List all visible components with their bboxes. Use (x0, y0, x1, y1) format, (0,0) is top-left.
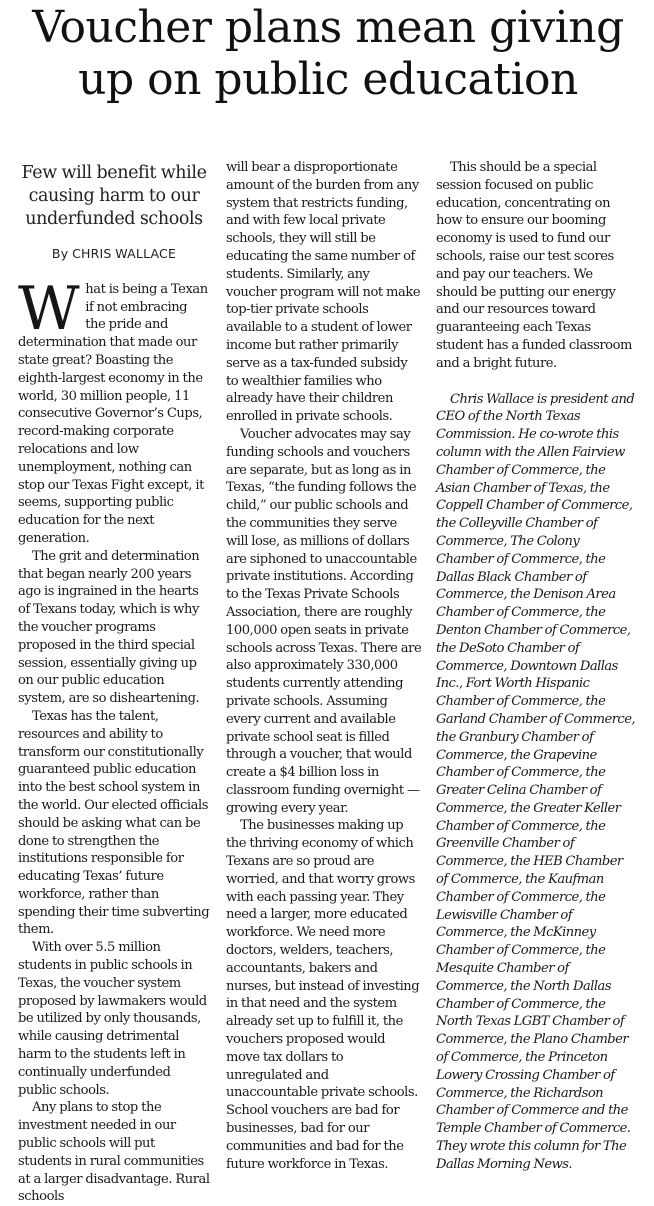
first-paragraph-text: hat is being a Texan if not embracing the pride and determination that made our state great? Boasting the eighth-largest economy in the world, 30 million people, 11 consecutive Governor’s Cups, record-making corporate relocations and low unemployment, nothing can stop our Texas Fight except, it seems, supporting public education for the next generation. (18, 281, 208, 546)
paragraph: The businesses making up the thriving economy of which Texans are so proud are worried, and that worry grows with each passing year. They need a larger, more educated workforce. We need more doctors, welders, teachers, accountants, bakers and nurses, but instead of investing in that need and the system already set up to fulfill it, the vouchers proposed would move tax dollars to unregulated and unaccountable private schools. School vouchers are bad for businesses, bad for our communities and bad for the future workforce in Texas. (226, 818, 420, 1172)
paragraph: Voucher advocates may say funding schools and vouchers are separate, but as long as in Texas, “the funding follows the child,” our public schools and the communities they serve will lose, as millions of dollars are siphoned to unaccountable private institutions. According to the Texas Private Schools Association, there are roughly 100,000 open seats in private schools across Texas. There are also approximately 330,000 students currently attending private schools. Assuming every current and available private school seat is filled through a voucher, that would create a $4 billion loss in classroom funding overnight — growing every year. (226, 426, 422, 816)
paragraph: Any plans to stop the investment needed in our public schools will put students in rural communities at a larger disadvantage. Rural schools (18, 1100, 210, 1205)
byline: By CHRIS WALLACE (51, 246, 177, 261)
headline: Voucher plans mean giving up on public education (32, 2, 624, 105)
paragraph-continuation: will bear a disproportionate amount of the burden from any system that restricts funding, and with few local private schools, they will still be educating the same number of students. Similarly, any voucher program will not make top-tier private schools available to a student of lower income but rather primarily serve as a tax-funded subsidy to wealthier families who already have their children enrolled in private schools. (226, 160, 421, 425)
drop-cap: W (18, 273, 80, 344)
column-2 (226, 159, 422, 1173)
first-paragraph (18, 273, 210, 548)
paragraph: Texas has the talent, resources and ability to transform our constitutionally guaranteed public education into the best school system in the world. Our elected officials should be asking what can be done to strengthen the institutions responsible for educating Texas’ future workforce, rather than spending their time subverting them. (18, 708, 210, 938)
author-note: Chris Wallace is president and CEO of the North Texas Commission. He co-wrote this column with the Allen Fairview Chamber of Commerce, the Asian Chamber of Texas, the Coppell Chamber of Commerce, the Colleyville Chamber of Commerce, The Colony Chamber of Commerce, the Dallas Black Chamber of Commerce, the Denison Area Chamber of Commerce, the Denton Chamber of Commerce, the DeSoto Chamber of Commerce, Downtown Dallas Inc., Fort Worth Hispanic Chamber of Commerce, the Garland Chamber of Commerce, the Granbury Chamber of Commerce, the Grapevine Chamber of Commerce, the Greater Celina Chamber of Commerce, the Greater Keller Chamber of Commerce, the Greenville Chamber of Commerce, the HEB Chamber of Commerce, the Kaufman Chamber of Commerce, the Lewisville Chamber of Commerce, the McKinney Chamber of Commerce, the Mesquite Chamber of Commerce, the North Dallas Chamber of Commerce, the North Texas LGBT Chamber of Commerce, the Plano Chamber of Commerce, the Princeton Lowery Crossing Chamber of Commerce, the Richardson Chamber of Commerce and the Temple Chamber of Commerce. They wrote this column for The Dallas Morning News. (436, 391, 635, 1172)
column-3 (436, 159, 636, 1174)
paragraph: The grit and determination that began nearly 200 years ago is ingrained in the hearts of Texans today, which is why the voucher programs proposed in the third special session, essentially giving up on our public education system, are so disheartening. (18, 548, 200, 707)
dek-subheadline: Few will benefit while causing harm to our underfunded schools (21, 163, 207, 229)
column-1 (18, 158, 210, 1206)
closing-paragraph: This should be a special session focused on public education, concentrating on how to ensure our booming economy is used to fund our schools, raise our test scores and pay our teachers. We should be putting our energy and our resources toward guaranteeing each Texas student has a funded classroom and a bright future. (436, 160, 632, 371)
paragraph: With over 5.5 million students in public schools in Texas, the voucher system proposed by lawmakers would be utilized by only thousands, while causing detrimental harm to the students left in continually underfunded public schools. (18, 940, 207, 1098)
